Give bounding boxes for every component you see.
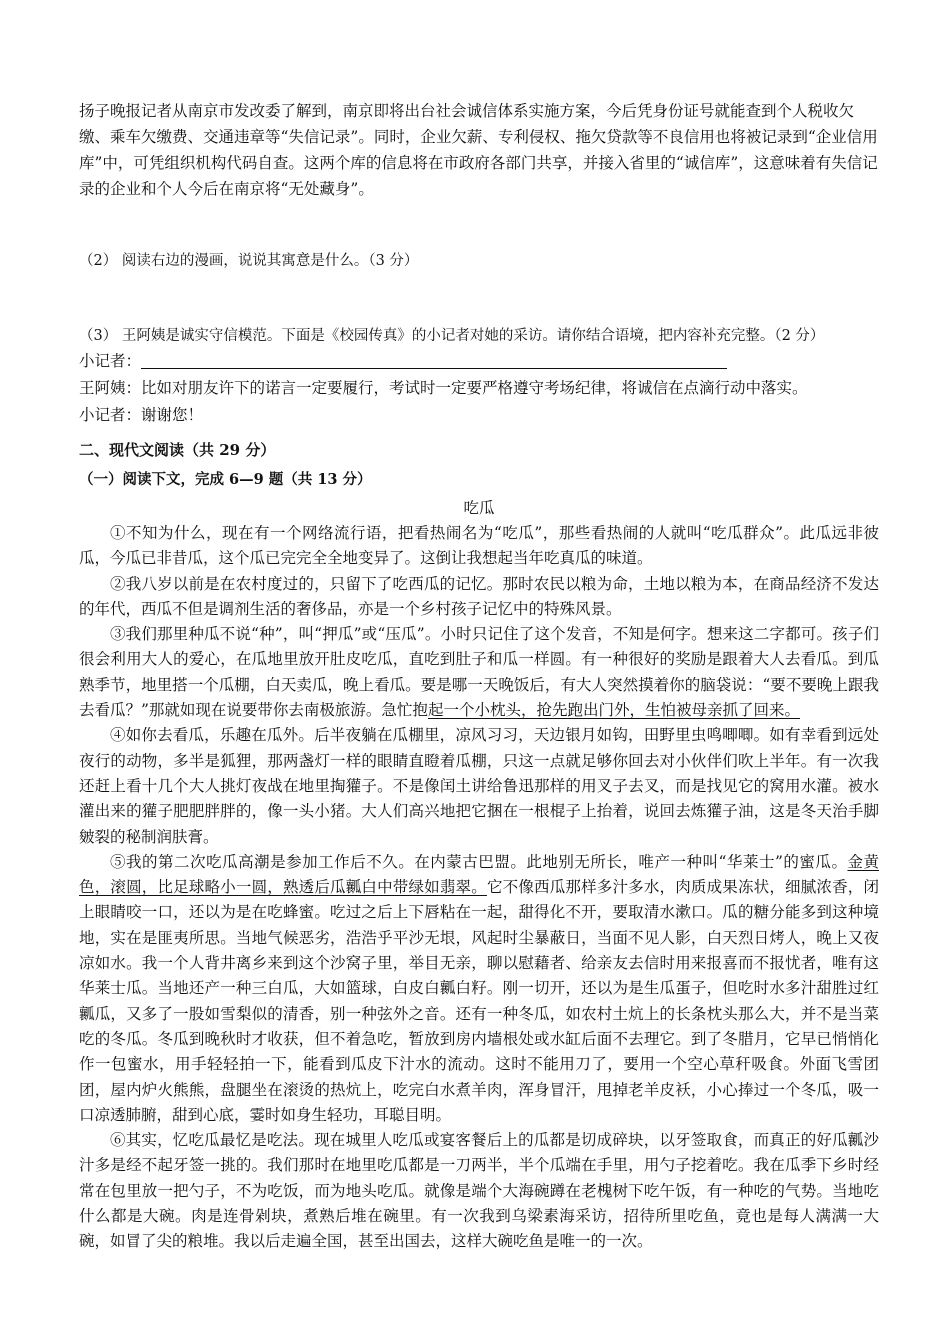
paragraph-5-underlined: 金黄色，滚圆，比足球略小一圆，熟透后瓜瓤白中带绿如翡翠。 — [79, 852, 879, 897]
paragraph-2: ②我八岁以前是在农村度过的，只留下了吃西瓜的记忆。那时农民以粮为命，土地以粮为本，在商品经济不发达的年代，西瓜不但是调剂生活的奢侈品，亦是一个乡村孩子记忆中的特殊风景。 — [79, 574, 879, 618]
paragraph-1: ①不知为什么，现在有一个网络流行语，把看热闹名为“吃瓜”，那些看热闹的人就叫“吃瓜群众”。此瓜远非彼瓜，今瓜已非昔瓜，这个瓜已完完全全地变异了。这倒让我想起当年吃真瓜的味道。 — [79, 524, 879, 568]
question-3: （3） 王阿姨是诚实守信模范。下面是《校园传真》的小记者对她的采访。请你结合语境，把内容补充完整。（2 分） — [79, 328, 825, 344]
paragraph-3-underlined: 起一个小枕头，抢先跑出门外，生怕被母亲抓了回来。 — [427, 701, 800, 720]
answer-blank[interactable] — [141, 350, 727, 369]
intro-passage: 扬子晚报记者从南京市发改委了解到，南京即将出台社会诚信体系实施方案，今后凭身份证号就能查到个人税收欠缴、乘车欠缴费、交通违章等“失信记录”。同时，企业欠薪、专利侵权、拖欠贷款等不良信用也将被记录到“企业信用库”中，可凭组织机构代码自查。这两个库的信息将在市政府各部门共享，并接入省里的“诚信库”，这意味着有失信记录的企业和个人今后在南京将“无处藏身”。 — [79, 102, 878, 198]
reporter-label: 小记者： — [79, 352, 142, 370]
paragraph-6: ⑥其实，忆吃瓜最忆是吃法。现在城里人吃瓜或宴客餐后上的瓜都是切成碎块，以牙签取食，而真正的好瓜瓤沙汁多是经不起牙签一挑的。我们那时在地里吃瓜都是一刀两半，半个瓜端在手里，用勺子挖着吃。我在瓜季下乡时经常在包里放一把勺子，不为吃饭，而为地头吃瓜。就像是端个大海碗蹲在老槐树下吃午饭，有一种吃的气势。当地吃什么都是大碗。肉是连骨剁块，煮熟后堆在碗里。有一次我到乌梁素海采访，招待所里吃鱼，竟也是每人满满一大碗，如冒了尖的粮堆。我以后走遍全国，甚至出国去，这样大碗吃鱼是唯一的一次。 — [79, 1131, 879, 1251]
paragraph-3-text: ③我们那里种瓜不说“种”，叫“押瓜”或“压瓜”。小时只记住了这个发音，不知是何字。想来这二字都可。孩子们很会利用大人的爱心，在瓜地里放开肚皮吃瓜，直吃到肚子和瓜一样圆。有一种很好的奖励是跟着大人去看瓜。到瓜熟季节，地里搭一个瓜棚，白天卖瓜，晚上看瓜。要是哪一天晚饭后，有大人突然摸着你的脑袋说：“要不要晚上跟我去看瓜？”那就如现在说要带你去南极旅游。急忙抱 — [79, 625, 879, 720]
reporter-line — [79, 348, 879, 375]
paragraph-5-text-b: 它不像西瓜那样多汁多水，肉质成果冻状，细腻浓香，闭上眼睛咬一口，还以为是在吃蜂蜜。吃过之后上下唇粘在一起，甜得化不开，要取清水漱口。瓜的糖分能多到这种境地，实在是匪夷所思。当地气候恶劣，浩浩乎平沙无垠，风起时尘暴蔽日，当面不见人影，白天烈日烤人，晚上又夜凉如水。我一个人背井离乡来到这个沙窝子里，举目无亲，聊以慰藉者、给亲友去信时用来报喜而不报忧者，唯有这华莱士瓜。当地还产一种三白瓜，大如篮球，白皮白瓤白籽。刚一切开，还以为是生瓜蛋子，但吃时水多汁甜胜过红瓤瓜，又多了一股如雪梨似的清香，别一种弦外之音。还有一种冬瓜，如农村土炕上的长条枕头那么大，并不是当菜吃的冬瓜。冬瓜到晚秋时才收获，但不着急吃，暂放到房内墙根处或水缸后面不去理它。到了冬腊月，它早已悄悄化作一包蜜水，用手轻轻拍一下，能看到瓜皮下汁水的流动。这时不能用刀了，要用一个空心草秆吸食。外面飞雪团团，屋内炉火熊熊，盘腿坐在滚烫的热炕上，吃完白水煮羊肉，浑身冒汗，甩掉老羊皮袄，小心捧过一个冬瓜，吸一口凉透肺腑，甜到心底，霎时如身生轻功，耳聪目明。 — [79, 878, 879, 1124]
paragraph-3 — [79, 622, 879, 723]
exam-page — [79, 98, 879, 1255]
paragraph-5-text-a: ⑤我的第二次吃瓜高潮是参加工作后不久。在内蒙古巴盟。此地别无所长，唯产一种叫“华莱士”的蜜瓜。 — [110, 852, 848, 871]
section-heading: 二、现代文阅读（共 29 分） — [79, 441, 276, 459]
wang-line: 王阿姨：比如对朋友许下的诺言一定要履行，考试时一定要严格遵守考场纪律，将诚信在点滴行动中落实。 — [79, 379, 808, 397]
question-2: （2） 阅读右边的漫画，说说其寓意是什么。（3 分） — [79, 253, 419, 269]
sub-heading: （一）阅读下文，完成 6—9 题（共 13 分） — [79, 471, 372, 488]
article-title: 吃瓜 — [463, 499, 495, 517]
paragraph-5 — [79, 850, 879, 1128]
paragraph-4: ④如你去看瓜，乐趣在瓜外。后半夜躺在瓜棚里，凉风习习，天边银月如钩，田野里虫鸣唧唧。如有幸看到远处夜行的动物，多半是狐狸，那两盏灯一样的眼睛直瞪着瓜棚，只这一点就足够你回去对小伙伴们吹上半年。有一次我还赶上看十几个大人挑灯夜战在地里掏獾子。不是像闰土讲给鲁迅那样的用叉子去叉，而是找见它的窝用水灌。被水灌出来的獾子肥肥胖胖的，像一头小猪。大人们高兴地把它捆在一根棍子上抬着，说回去炼獾子油，这是冬天治手脚皴裂的秘制润肤膏。 — [79, 726, 879, 846]
thanks-line: 小记者：谢谢您！ — [79, 406, 204, 424]
